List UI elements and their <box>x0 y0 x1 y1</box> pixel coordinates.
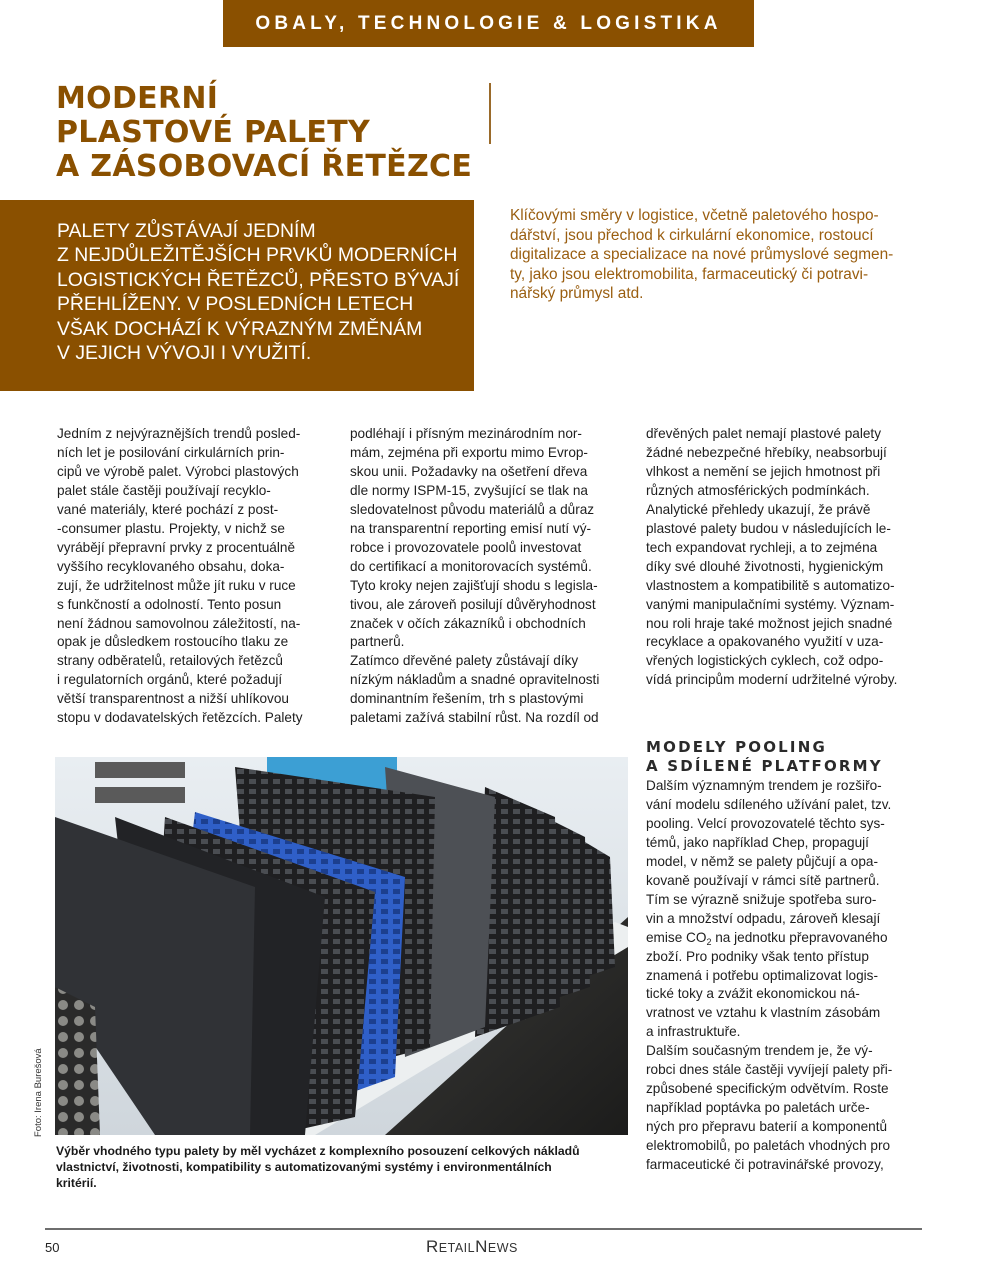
lead-text <box>57 219 467 365</box>
lead-line: LOGISTICKÝCH ŘETĚZCŮ, PŘESTO BÝVAJÍ <box>57 268 460 291</box>
body-line: vratnost ve vztahu k vlastním zásobám <box>646 1005 881 1021</box>
section-banner: OBALY, TECHNOLOGIE & LOGISTIKA <box>223 0 754 47</box>
body-line: skou unii. Požadavky na ošetření dřeva <box>350 463 588 479</box>
body-line: dominantním řešením, trh s plastovými <box>350 691 584 707</box>
body-line: vlhkost a nemění se jejich hmotnost při <box>646 463 881 479</box>
body-line: vanými manipulačními systémy. Význam- <box>646 596 895 612</box>
body-line: díky své dlouhé životnosti, hygienickým <box>646 558 884 574</box>
section-subheading <box>646 738 928 776</box>
body-column-1 <box>57 425 339 728</box>
magazine-logo <box>426 1237 518 1257</box>
body-line: vin a množství odpadu, zároveň klesají <box>646 910 881 926</box>
body-line: do certifikací a monitorovacích systémů. <box>350 558 592 574</box>
body-line: sledovatelnost původu materiálů a důraz <box>350 501 595 517</box>
headline-line: PLASTOVÉ PALETY <box>56 115 370 150</box>
lead-line: PALETY ZŮSTÁVAJÍ JEDNÍM <box>57 220 316 242</box>
body-line: elektromobilů, po paletách vhodných pro <box>646 1138 891 1154</box>
body-line: není žádnou samovolnou záležitostí, na- <box>57 615 301 631</box>
body-line: Jedním z nejvýraznějších trendů posled- <box>57 426 301 441</box>
body-line: farmaceutické či potravinářské provozy, <box>646 1157 884 1173</box>
body-line: pooling. Velcí provozovatelé těchto sys- <box>646 815 885 831</box>
headline-line: A ZÁSOBOVACÍ ŘETĚZCE <box>56 149 473 184</box>
body-line: zují, že udržitelnost může jít ruku v ruce <box>57 577 296 593</box>
body-line: Tím se výrazně snižuje spotřeba suro- <box>646 891 877 907</box>
body-line: na transparentní reporting emisí nutí vý- <box>350 520 592 536</box>
body-column-3-continued <box>646 777 928 1175</box>
body-line: opak je důsledkem rostoucího tlaku ze <box>57 634 289 650</box>
body-line: Zatímco dřevěné palety zůstávají díky <box>350 653 579 669</box>
body-line: palet stále častěji používají recyklo- <box>57 482 271 498</box>
body-line: -consumer plastu. Projekty, v nichž se <box>57 520 285 536</box>
body-line: vané materiály, které pochází z post- <box>57 501 279 517</box>
body-line: robci dnes stále častěji vyvíjejí palety při- <box>646 1062 893 1078</box>
photo-credit: Foto: Irena Burešová <box>33 1048 44 1137</box>
body-line: vyrábějí přepravní prvky z procentuálně <box>57 539 296 555</box>
body-line: partnerů. <box>350 634 405 650</box>
subheading-line: MODELY POOLING <box>646 738 827 756</box>
body-line: ních let je posilování cirkulárních prin- <box>57 444 285 460</box>
body-line: strany odběratelů, retailových řetězců <box>57 653 283 669</box>
perex-line: digitalizace a specializace na nové průmyslové segmen- <box>510 246 894 263</box>
body-line: a infrastruktuře. <box>646 1024 741 1040</box>
body-line: podléhají i přísným mezinárodním nor- <box>350 426 582 441</box>
body-line: vyššího recyklovaného obsahu, doka- <box>57 558 285 574</box>
perex-line: nářský průmysl atd. <box>510 285 644 302</box>
body-line: různých atmosférických podmínkách. <box>646 482 870 498</box>
lead-line: Z NEJDŮLEŽITĚJŠÍCH PRVKŮ MODERNÍCH <box>57 244 458 267</box>
body-line: model, v němž se palety půjčují a opa- <box>646 853 878 869</box>
co2-after: na jednotku přepravovaného <box>711 929 888 945</box>
page-number: 50 <box>45 1240 60 1255</box>
body-line: nízkým nákladům a snadné opravitelnosti <box>350 672 600 688</box>
body-line: vlastnostem a kompatibilitě s automatizo- <box>646 577 895 593</box>
body-line: tech expandovat rychleji, a to zejména <box>646 539 878 555</box>
body-column-2 <box>350 425 632 728</box>
body-line: například poptávka po paletách urče- <box>646 1100 870 1116</box>
pallets-photo <box>55 757 628 1135</box>
body-line: tické toky a zvážit ekonomickou ná- <box>646 986 860 1002</box>
body-line-co2 <box>646 929 928 948</box>
body-line: ných pro přepravu baterií a komponentů <box>646 1119 888 1135</box>
logo-letter: R <box>426 1237 439 1256</box>
body-line: Dalším současným trendem je, že vý- <box>646 1043 873 1059</box>
body-line: způsobené specifickým odvětvím. Roste <box>646 1081 889 1097</box>
lead-line: PŘEHLÍŽENY. V POSLEDNÍCH LETECH <box>57 293 414 316</box>
footer-divider <box>45 1228 922 1230</box>
perex-line: ty, jako jsou elektromobilita, farmaceutický či potravi- <box>510 265 869 283</box>
logo-letters: ETAIL <box>438 1241 476 1255</box>
lead-line: VŠAK DOCHÁZÍ K VÝRAZNÝM ZMĚNÁM <box>57 317 423 340</box>
body-line: vání modelu sdíleného užívání palet, tzv. <box>646 796 892 812</box>
body-line: témů, jako například Chep, propagují <box>646 834 869 850</box>
body-line: dle normy ISPM-15, zvyšující se tlak na <box>350 482 588 498</box>
body-line: stopu v dodavatelských řetězcích. Palety <box>57 710 303 726</box>
caption-line: vlastnictví, životnosti, kompatibility s automatizovanými systémy i environmentálních <box>56 1160 552 1175</box>
body-line: paletami zažívá stabilní růst. Na rozdíl od <box>350 710 599 726</box>
perex <box>510 206 930 304</box>
subheading-line: A SDÍLENÉ PLATFORMY <box>646 757 883 775</box>
logo-letters: EWS <box>487 1241 518 1255</box>
body-column-3 <box>646 425 928 690</box>
body-line: žádné nebezpečné hřebíky, neabsorbují <box>646 444 887 460</box>
co2-before: emise CO <box>646 929 707 945</box>
wall-pallet <box>95 787 185 803</box>
co2-subscript: 2 <box>706 936 712 947</box>
body-line: Dalším významným trendem je rozšiřo- <box>646 778 882 793</box>
body-line: recyklace a opakovaného využití v uza- <box>646 634 884 650</box>
caption-line: Výběr vhodného typu palety by měl vycházet z komplexního posouzení celkových nákladů <box>56 1144 580 1158</box>
wall-pallet <box>95 762 185 778</box>
lead-box <box>0 200 474 391</box>
body-line: značek v očích zákazníků i obchodních <box>350 615 586 631</box>
pallets-illustration <box>55 757 628 1135</box>
body-line: Analytické přehledy ukazují, že právě <box>646 501 871 517</box>
caption-line: kritérií. <box>56 1176 97 1191</box>
body-line: Tyto kroky nejen zajišťují shodu s legisla- <box>350 577 598 593</box>
photo-caption <box>56 1143 628 1192</box>
perex-line: Klíčovými směry v logistice, včetně paletového hospo- <box>510 207 879 224</box>
body-line: mám, zejména při exportu mimo Evrop- <box>350 444 588 460</box>
body-line: tivou, ale zároveň posilují důvěryhodnost <box>350 596 596 612</box>
body-line: s funkčností a odolností. Tento posun <box>57 596 282 612</box>
body-line: větší transparentnost a nižší uhlíkovou <box>57 691 289 707</box>
body-line: zboží. Pro podniky však tento přístup <box>646 948 869 964</box>
logo-letter: N <box>475 1237 488 1256</box>
perforated-pallet <box>55 987 100 1135</box>
headline-line: MODERNÍ <box>56 81 219 116</box>
body-line: dřevěných palet nemají plastové palety <box>646 426 882 441</box>
body-line: plastové palety budou v následujících le- <box>646 520 891 536</box>
body-line: robce i provozovatele poolů investovat <box>350 539 582 555</box>
perex-line: dářství, jsou přechod k cirkulární ekonomice, rostoucí <box>510 226 874 244</box>
body-line: cipů ve výrobě palet. Výrobci plastových <box>57 463 299 479</box>
body-line: nou roli hraje také možnost jejich snadné <box>646 615 893 631</box>
body-line: vřených logistických cyklech, což odpo- <box>646 653 884 669</box>
article-headline <box>56 82 486 184</box>
lead-line: V JEJICH VÝVOJI I VYUŽITÍ. <box>57 342 312 365</box>
body-line: vídá principům moderní udržitelné výroby. <box>646 672 898 688</box>
body-line: kovaně používají v rámci sítě partnerů. <box>646 872 880 888</box>
body-line: i regulatorních orgánů, které požadují <box>57 672 283 688</box>
body-line: znamená i potřebu optimalizovat logis- <box>646 967 878 983</box>
title-divider <box>489 83 491 144</box>
